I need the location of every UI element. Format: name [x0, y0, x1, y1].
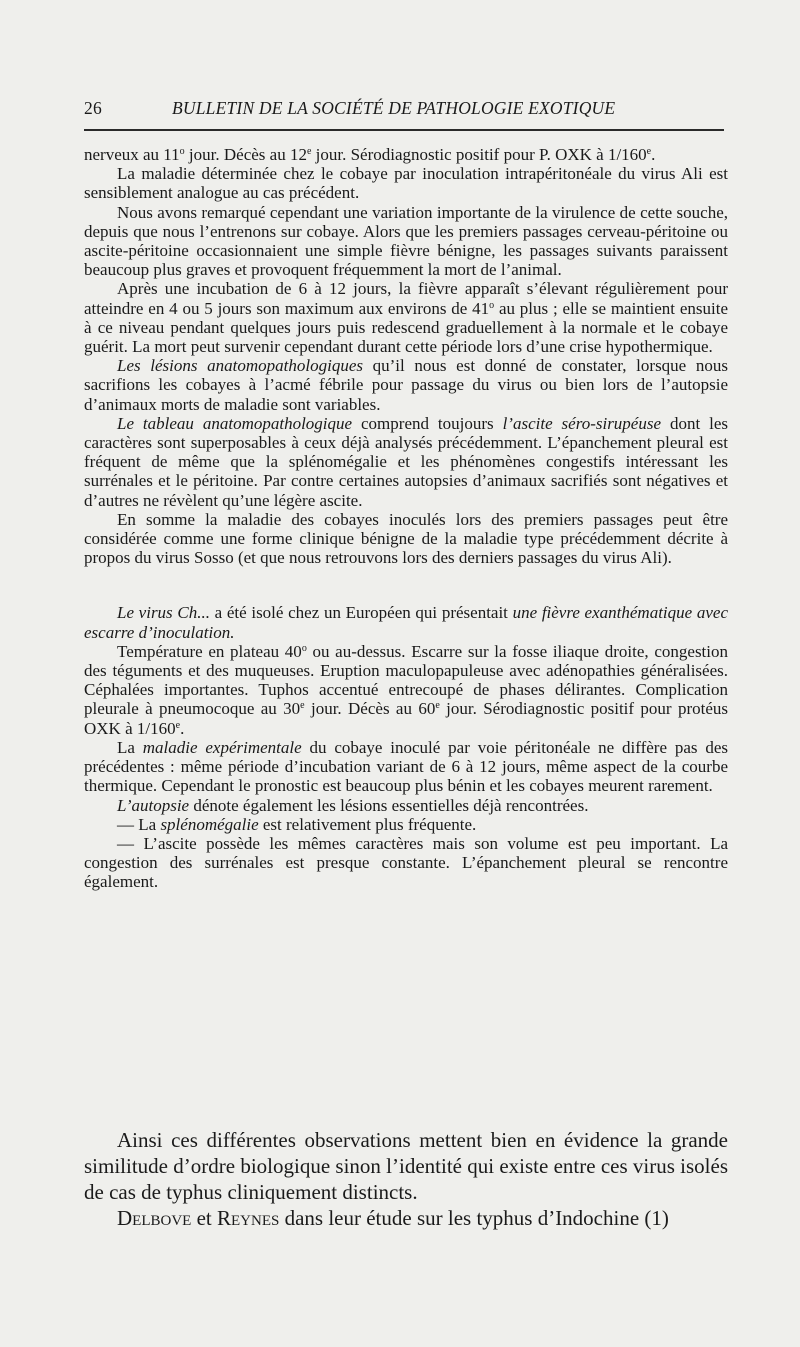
text-run: comprend toujours	[352, 413, 503, 433]
italic-text: Le virus Ch...	[117, 603, 210, 623]
text-run: — L’ascite possède les mêmes caractères mais son volume est peu important. La congestion des surrénales est presque constante. L’épanchement pleural se rencontre également.	[84, 833, 728, 892]
text-run: En somme la maladie des cobayes inoculés lors des premiers passages peut être considérée comme une forme clinique bénigne de la maladie type précédemment décrite à propos du virus Sosso (et que nous retrouvons lors des derniers passages du virus Ali).	[84, 509, 728, 568]
paragraph	[84, 203, 728, 280]
text-run: Après une incubation de 6 à 12 jours, la fièvre apparaît s’élevant régulièrement pour atteindre en 4 ou 5 jours son maximum aux environs de 41	[84, 279, 728, 318]
text-run: — La	[117, 814, 161, 834]
paragraph	[84, 834, 728, 892]
article-conclusion	[84, 1127, 728, 1231]
article-body	[84, 145, 728, 892]
section-gap	[84, 567, 728, 603]
running-title: BULLETIN DE LA SOCIÉTÉ DE PATHOLOGIE EXOTIQUE	[172, 98, 616, 118]
text-run: La	[117, 737, 143, 757]
text-run: jour. Sérodiagnostic positif pour P. OXK à 1/160	[311, 145, 647, 164]
text-run: .	[651, 145, 656, 164]
italic-text: Le tableau anatomopathologique	[117, 413, 353, 433]
page-number: 26	[84, 98, 102, 118]
text-run: Température en plateau 40	[117, 641, 302, 661]
text-run: dont les caractères sont superposables à ceux déjà analysés précédemment. L’épanchement pleural est fréquent de même que la splénomégalie et les phénomènes congestifs intéressant les surrénales et le péritoine. Par contre certaines autopsies d’animaux sacrifiés sont négatives et d’autres ne révèlent qu’une légère ascite.	[84, 413, 728, 510]
text-run: nerveux au 11	[84, 145, 180, 164]
paragraph	[84, 1205, 728, 1231]
text-run: du cobaye inoculé par voie péritonéale ne diffère pas des précédentes : même période d’incubation variant de 6 à 12 jours, même aspect de la courbe thermique. Cependant le pronostic est beaucoup plus bénin et les cobayes meurent rarement.	[84, 737, 728, 796]
text-run: jour. Décès au 60	[304, 699, 436, 719]
paragraph	[84, 603, 728, 641]
paragraph	[84, 414, 728, 510]
paragraph	[84, 279, 728, 356]
running-header	[84, 98, 724, 122]
text-run: jour. Sérodiagnostic positif pour protéus OXK à 1/160	[84, 699, 728, 738]
header-rule	[84, 129, 724, 131]
superscript: o	[179, 146, 185, 157]
text-run: Nous avons remarqué cependant une variation importante de la virulence de cette souche, depuis que nous l’entrenons sur cobaye. Alors que les premiers passages cerveau-péritoine ou ascite-péritoine occasionnaient une simple fièvre bénigne, les passages suivants paraissent beaucoup plus graves et provoquent fréquemment la mort de l’animal.	[84, 202, 728, 280]
text-run: .	[180, 718, 185, 738]
paragraph	[84, 164, 728, 202]
paragraph	[84, 796, 728, 815]
text-run: Ainsi ces différentes observations mettent bien en évidence la grande similitude d’ordre biologique sinon l’identité qui existe entre ces virus isolés de cas de typhus cliniquement distincts.	[84, 1128, 728, 1204]
italic-text: splénomégalie	[160, 814, 259, 834]
author-name: Reynes	[216, 1206, 280, 1230]
superscript: e	[306, 146, 312, 157]
paragraph	[84, 1127, 728, 1205]
italic-text: l’ascite séro-sirupéuse	[502, 413, 662, 433]
superscript: e	[435, 700, 440, 712]
superscript: e	[300, 700, 305, 712]
paragraph	[84, 815, 728, 834]
paragraph	[84, 738, 728, 796]
italic-text: une fièvre exanthématique avec escarre d’inoculation.	[84, 603, 728, 642]
paragraph	[84, 145, 728, 164]
paragraph	[84, 510, 728, 568]
text-run: est relativement plus fréquente.	[258, 814, 477, 834]
text-run: qu’il nous est donné de constater, lorsque nous sacrifions les cobayes à l’acmé fébrile pour passage du virus ou bien lors de l’autopsie d’animaux morts de maladie sont variables.	[84, 356, 728, 414]
text-run: au plus ; elle se maintient ensuite à ce niveau pendant quelques jours puis redescend graduellement à la normale et le cobaye guérit. La mort peut survenir cependant durant cette période lors d’une crise hypothermique.	[84, 298, 728, 357]
superscript: o	[489, 299, 495, 311]
text-run: et	[191, 1206, 217, 1230]
superscript: o	[301, 642, 307, 654]
superscript: e	[175, 719, 181, 731]
author-name: Delbove	[117, 1206, 192, 1230]
text-run: ou au-dessus. Escarre sur la fosse iliaque droite, congestion des téguments et des muqueuses. Eruption maculopapuleuse avec adénopathies généralisées. Céphalées importantes. Tuphos accentué entrecoupé de phases délirantes. Complication pleurale à pneumocoque au 30	[84, 641, 729, 719]
italic-text: Les lésions anatomopathologiques	[117, 356, 363, 376]
italic-text: maladie expérimentale	[142, 737, 302, 757]
text-run: jour. Décès au 12	[184, 145, 307, 164]
superscript: e	[646, 146, 652, 157]
text-run: dénote également les lésions essentielles déjà rencontrées.	[189, 795, 589, 815]
text-run: La maladie déterminée chez le cobaye par inoculation intrapéritonéale du virus Ali est sensiblement analogue au cas précédent.	[84, 164, 728, 203]
text-run: dans leur étude sur les typhus d’Indochine (1)	[279, 1206, 669, 1230]
paragraph	[84, 642, 728, 738]
text-run: a été isolé chez un Européen qui présentait	[209, 603, 513, 623]
italic-text: L’autopsie	[117, 795, 190, 815]
paragraph	[84, 356, 728, 414]
